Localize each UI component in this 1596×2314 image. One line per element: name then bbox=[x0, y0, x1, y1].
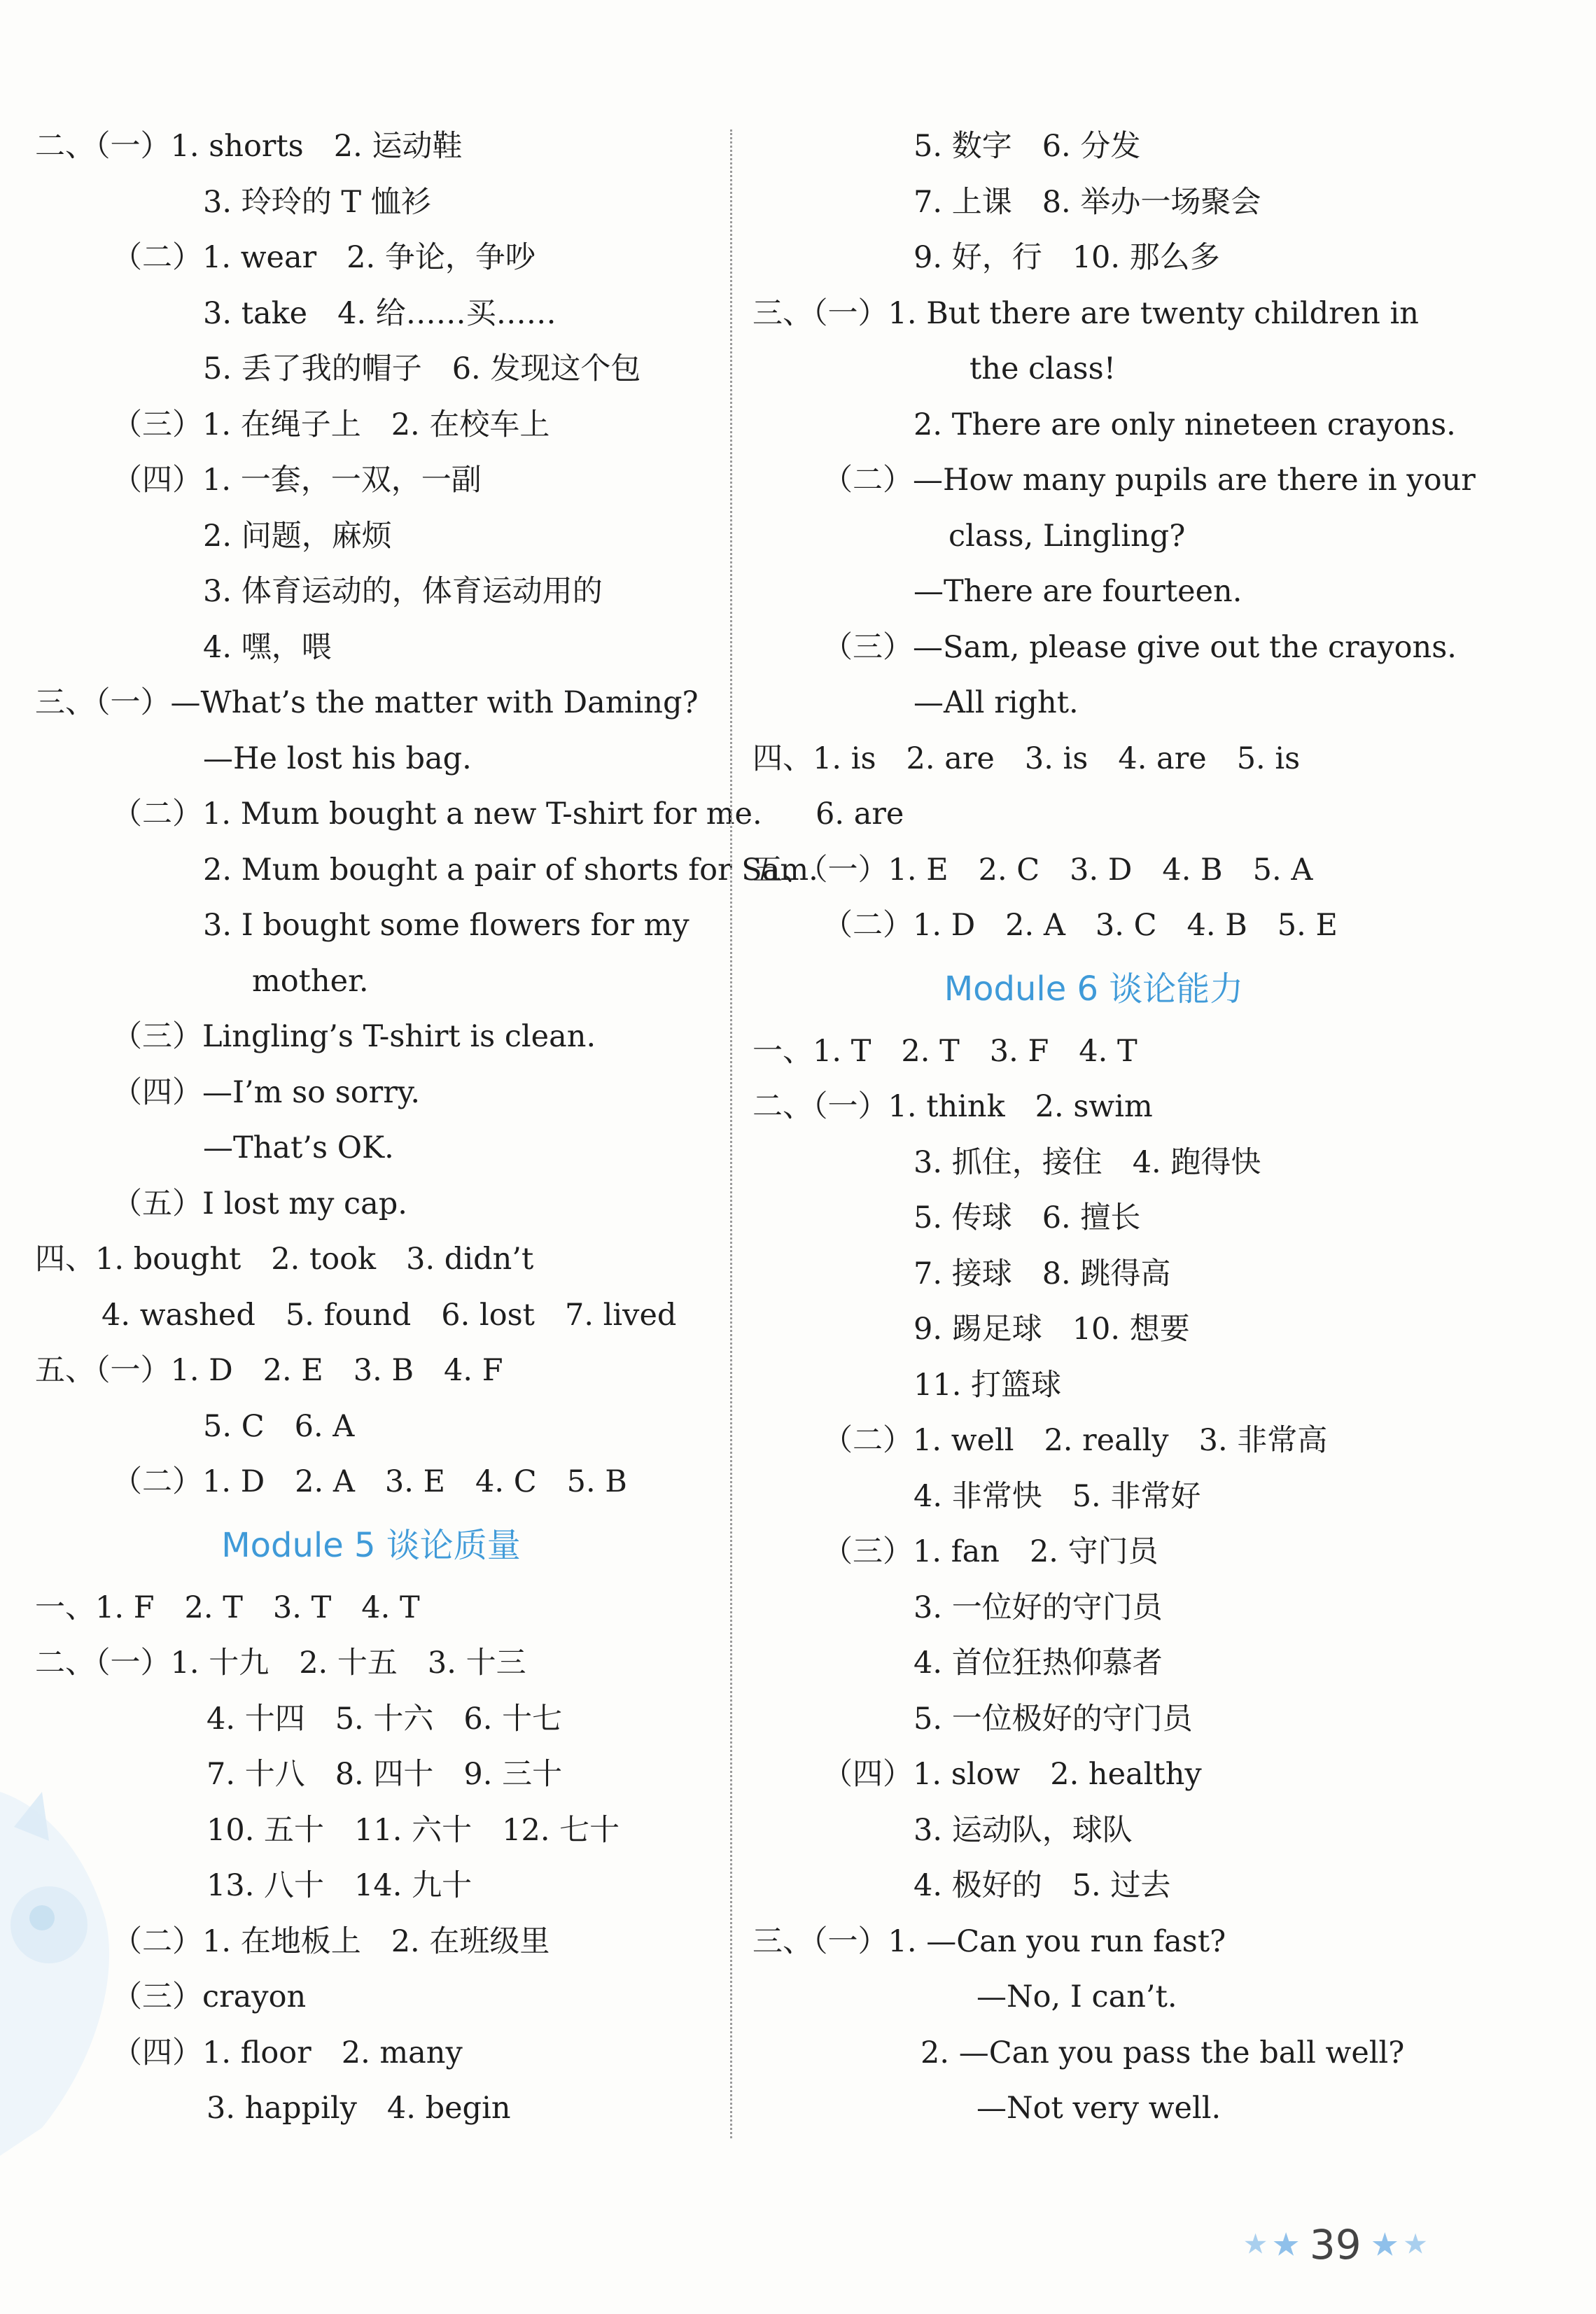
answer-line: 三、（一）1. But there are twenty children in bbox=[752, 295, 1419, 331]
answer-line: 7. 十八 8. 四十 9. 三十 bbox=[206, 1757, 563, 1792]
star-icon: ★ bbox=[1242, 2228, 1268, 2261]
answer-line: 3. happily 4. begin bbox=[206, 2091, 511, 2126]
answer-line: 5. C 6. A bbox=[203, 1408, 355, 1444]
answer-line: （三）—Sam, please give out the crayons. bbox=[822, 629, 1457, 665]
answer-line: 二、（一）1. shorts 2. 运动鞋 bbox=[35, 129, 463, 164]
answer-line: 3. I bought some flowers for my bbox=[203, 908, 690, 943]
answer-line: 4. 首位狂热仰慕者 bbox=[913, 1646, 1163, 1681]
answer-line: 9. 踢足球 10. 想要 bbox=[913, 1312, 1190, 1347]
answer-line: 5. 一位极好的守门员 bbox=[913, 1701, 1193, 1737]
answer-line: （二）1. well 2. really 3. 非常高 bbox=[822, 1423, 1328, 1458]
mascot-watermark-icon bbox=[0, 1764, 126, 2156]
answer-line: 3. 玲玲的 T 恤衫 bbox=[203, 184, 431, 220]
answer-line: 五、（一）1. E 2. C 3. D 4. B 5. A bbox=[752, 852, 1313, 888]
answer-line: 四、1. is 2. are 3. is 4. are 5. is bbox=[752, 741, 1301, 776]
answer-line: 7. 接球 8. 跳得高 bbox=[913, 1256, 1171, 1291]
answer-line: 2. Mum bought a pair of shorts for Sam. bbox=[203, 852, 818, 888]
answer-line: 二、（一）1. think 2. swim bbox=[752, 1089, 1153, 1124]
answer-line: 五、（一）1. D 2. E 3. B 4. F bbox=[35, 1353, 503, 1388]
answer-line: 9. 好，行 10. 那么多 bbox=[913, 240, 1220, 275]
answer-line: 4. 非常快 5. 非常好 bbox=[913, 1478, 1201, 1514]
answer-line: （二）—How many pupils are there in your bbox=[822, 463, 1476, 498]
answer-line: mother. bbox=[252, 963, 369, 999]
answer-line: —Not very well. bbox=[976, 2091, 1222, 2126]
answer-line: —He lost his bag. bbox=[203, 741, 472, 776]
answer-line: （四）—I’m so sorry. bbox=[112, 1074, 421, 1110]
page-footer bbox=[1243, 2216, 1428, 2272]
answer-line: 2. —Can you pass the ball well? bbox=[920, 2035, 1405, 2070]
answer-line: 5. 数字 6. 分发 bbox=[913, 129, 1141, 164]
answer-line: 2. There are only nineteen crayons. bbox=[913, 407, 1456, 442]
answer-line: （四）1. floor 2. many bbox=[112, 2035, 463, 2070]
answer-line: 5. 传球 6. 擅长 bbox=[913, 1200, 1141, 1235]
answer-line: 13. 八十 14. 九十 bbox=[206, 1868, 472, 1903]
answer-line: （四）1. slow 2. healthy bbox=[822, 1757, 1202, 1792]
answer-line: 3. take 4. 给……买…… bbox=[203, 295, 556, 331]
answer-line: 4. washed 5. found 6. lost 7. lived bbox=[102, 1297, 677, 1333]
answer-line: —That’s OK. bbox=[203, 1130, 394, 1165]
answer-line: —No, I can’t. bbox=[976, 1979, 1177, 2014]
answer-line: 一、1. T 2. T 3. F 4. T bbox=[752, 1033, 1138, 1069]
answer-line: （四）1. 一套，一双，一副 bbox=[112, 463, 482, 498]
answer-line: 6. are bbox=[816, 797, 904, 832]
answer-line: 4. 十四 5. 十六 6. 十七 bbox=[206, 1701, 563, 1737]
answer-line: 四、1. bought 2. took 3. didn’t bbox=[35, 1242, 534, 1277]
answer-line: （二）1. wear 2. 争论，争吵 bbox=[112, 240, 536, 275]
answer-line: 二、（一）1. 十九 2. 十五 3. 十三 bbox=[35, 1646, 526, 1681]
column-divider bbox=[730, 129, 732, 2138]
page-number: 39 bbox=[1309, 2220, 1362, 2269]
answer-line: （三）1. fan 2. 守门员 bbox=[822, 1534, 1158, 1569]
answer-line: 三、（一）—What’s the matter with Daming? bbox=[35, 685, 699, 720]
answer-line: 三、（一）1. —Can you run fast? bbox=[752, 1923, 1226, 1959]
answer-line: （二）1. D 2. A 3. C 4. B 5. E bbox=[822, 908, 1338, 943]
answer-line: （二）1. D 2. A 3. E 4. C 5. B bbox=[112, 1464, 627, 1499]
answer-line: 4. 嘿，喂 bbox=[203, 629, 332, 665]
answer-line: 3. 体育运动的，体育运动用的 bbox=[203, 574, 603, 609]
answer-line: （二）1. 在地板上 2. 在班级里 bbox=[112, 1923, 550, 1959]
answer-line: 10. 五十 11. 六十 12. 七十 bbox=[206, 1812, 620, 1848]
answer-line: 3. 一位好的守门员 bbox=[913, 1590, 1163, 1625]
star-icon: ★ bbox=[1403, 2228, 1428, 2261]
answer-line: 11. 打篮球 bbox=[913, 1367, 1062, 1403]
answer-line: 3. 抓住，接住 4. 跑得快 bbox=[913, 1144, 1261, 1180]
section-heading: Module 5 谈论质量 bbox=[221, 1525, 521, 1565]
answer-line: class, Lingling? bbox=[948, 518, 1186, 554]
answer-line: —All right. bbox=[913, 685, 1079, 720]
answer-line: （二）1. Mum bought a new T-shirt for me. bbox=[112, 797, 762, 832]
answer-line: 一、1. F 2. T 3. T 4. T bbox=[35, 1590, 420, 1625]
answer-line: （三）1. 在绳子上 2. 在校车上 bbox=[112, 407, 550, 442]
answer-line: （三）crayon bbox=[112, 1979, 307, 2014]
answer-line: 2. 问题，麻烦 bbox=[203, 518, 392, 554]
answer-line: （三）Lingling’s T-shirt is clean. bbox=[112, 1019, 596, 1054]
star-icon: ★ bbox=[1370, 2225, 1400, 2264]
answer-line: 3. 运动队，球队 bbox=[913, 1812, 1133, 1848]
right-column bbox=[752, 119, 1476, 2137]
answer-line: —There are fourteen. bbox=[913, 574, 1242, 609]
answer-line: 4. 极好的 5. 过去 bbox=[913, 1868, 1171, 1903]
left-column bbox=[35, 119, 818, 2137]
section-heading: Module 6 谈论能力 bbox=[944, 969, 1244, 1009]
answer-line: 7. 上课 8. 举办一场聚会 bbox=[913, 184, 1261, 220]
star-icon: ★ bbox=[1271, 2225, 1301, 2264]
answer-line: the class! bbox=[969, 351, 1116, 386]
answer-line: （五）I lost my cap. bbox=[112, 1186, 407, 1221]
answer-line: 5. 丢了我的帽子 6. 发现这个包 bbox=[203, 351, 641, 386]
